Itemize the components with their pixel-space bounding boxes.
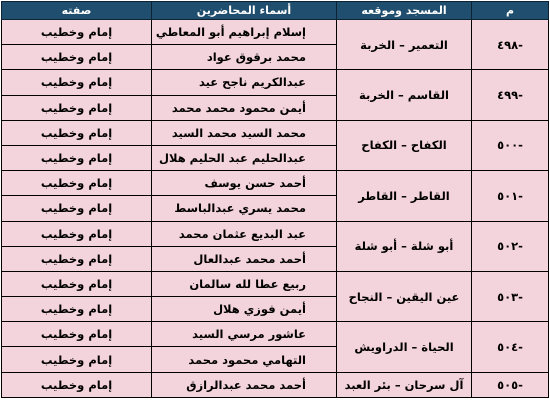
mosque-location: أبو شلة – أبو شلة [337,221,472,271]
mosque-location: الحياة – الدراويش [337,322,472,372]
header-role: صفته [2,2,152,20]
row-number: -٥٠٠ [472,120,549,170]
table-body [2,20,549,398]
lecturer-role: إمام وخطيب [2,271,152,296]
table-header [2,2,549,20]
lecturers-table [1,1,549,398]
table-row [2,271,549,296]
lecturer-role: إمام وخطيب [2,171,152,196]
header-num: م [472,2,549,20]
row-number: -٥٠٢ [472,221,549,271]
table-row [2,322,549,347]
row-number: -٥٠١ [472,171,549,221]
lecturer-name: ربيع عطا لله سالمان [152,271,337,296]
lecturer-name: محمد يسري عبدالباسط [152,196,337,221]
table-row [2,20,549,45]
row-number: -٤٩٩ [472,70,549,120]
lecturer-role: إمام وخطيب [2,297,152,322]
mosque-location: الكفاح – الكفاح [337,120,472,170]
lecturer-role: إمام وخطيب [2,20,152,45]
lecturer-role: إمام وخطيب [2,347,152,372]
lecturer-role: إمام وخطيب [2,145,152,170]
mosque-location: عين اليقين – النجاح [337,271,472,321]
lecturer-role: إمام وخطيب [2,246,152,271]
header-names: أسماء المحاضرين [152,2,337,20]
header-row [2,2,549,20]
table-row [2,120,549,145]
lecturer-role: إمام وخطيب [2,95,152,120]
lecturer-role: إمام وخطيب [2,322,152,347]
lecturer-name: التهامي محمود محمد [152,347,337,372]
mosque-location: القاسم – الخربة [337,70,472,120]
lecturer-role: إمام وخطيب [2,372,152,397]
mosque-location: القاطر – القاطر [337,171,472,221]
mosque-location: آل سرحان – بئر العبد [337,372,472,397]
lecturer-role: إمام وخطيب [2,45,152,70]
lecturer-name: عبدالكريم ناجح عيد [152,70,337,95]
table-row [2,171,549,196]
lecturer-name: أيمن فوزي هلال [152,297,337,322]
table-row [2,70,549,95]
lecturer-name: عاشور مرسي السيد [152,322,337,347]
lecturer-role: إمام وخطيب [2,120,152,145]
row-number: -٥٠٥ [472,372,549,397]
lecturer-role: إمام وخطيب [2,196,152,221]
lecturer-name: أحمد محمد عبدالرازق [152,372,337,397]
lecturer-name: عبدالحليم عبد الحليم هلال [152,145,337,170]
table-row [2,372,549,397]
table-row [2,221,549,246]
row-number: -٤٩٨ [472,20,549,70]
lecturer-role: إمام وخطيب [2,70,152,95]
lecturer-role: إمام وخطيب [2,221,152,246]
row-number: -٥٠٣ [472,271,549,321]
lecturer-name: أحمد محمد عبدالعال [152,246,337,271]
lecturer-name: أيمن محمود محمد محمد [152,95,337,120]
lecturer-name: أحمد حسن يوسف [152,171,337,196]
lecturer-name: محمد السيد محمد السيد [152,120,337,145]
lecturer-name: محمد برقوق عواد [152,45,337,70]
row-number: -٥٠٤ [472,322,549,372]
lecturer-name: عبد البديع عثمان محمد [152,221,337,246]
header-mosque: المسجد وموقعه [337,2,472,20]
lecturer-name: إسلام إبراهيم أبو المعاطي [152,20,337,45]
mosque-location: التعمير – الخربة [337,20,472,70]
